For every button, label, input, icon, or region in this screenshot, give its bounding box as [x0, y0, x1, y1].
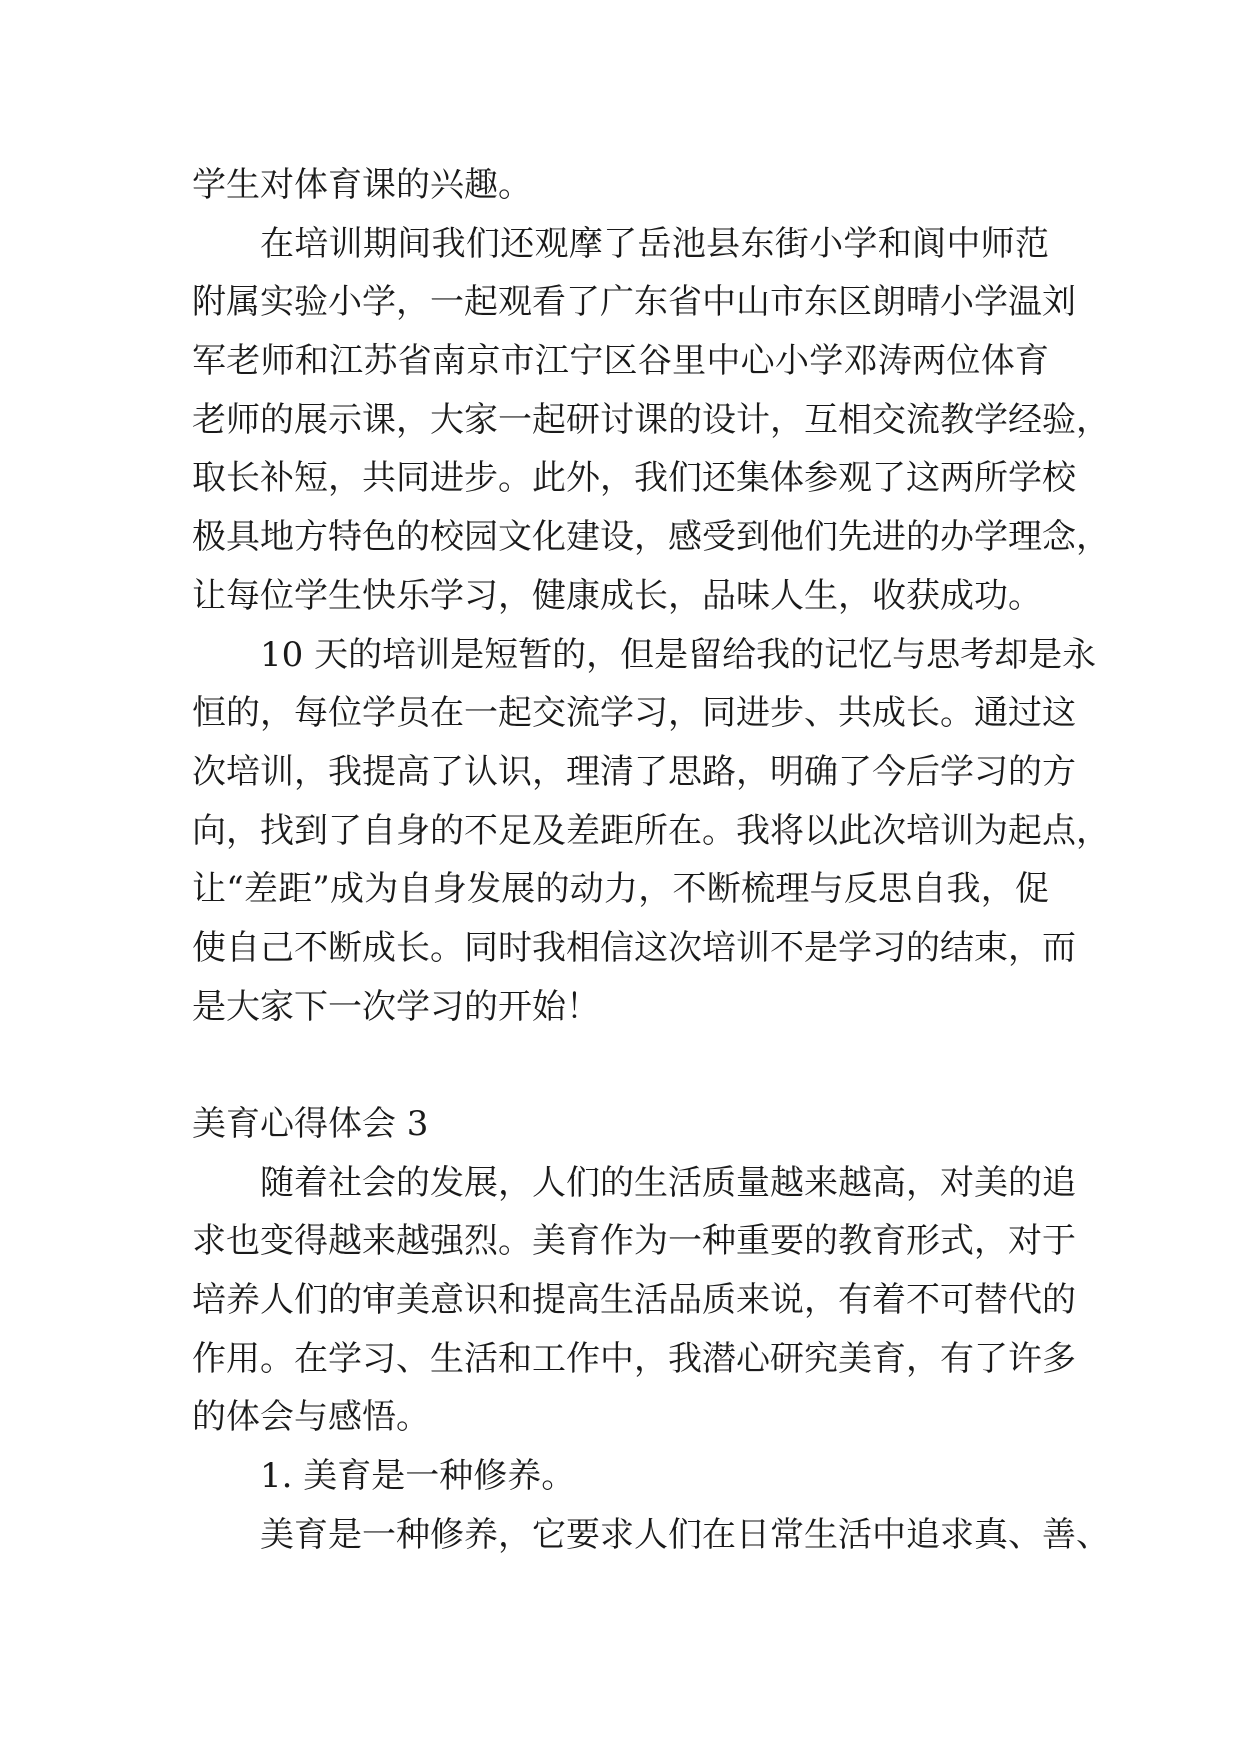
- text-line: 次培训，我提高了认识，理清了思路，明确了今后学习的方: [192, 751, 1076, 792]
- document-body: [192, 156, 1110, 1565]
- text-line: 求也变得越来越强烈。美育作为一种重要的教育形式，对于: [192, 1221, 1076, 1262]
- text-line: 让每位学生快乐学习，健康成长，品味人生，收获成功。: [192, 575, 1042, 616]
- text-line: 军老师和江苏省南京市江宁区谷里中心小学邓涛两位体育: [192, 341, 1049, 382]
- section-heading: 美育心得体会 3: [192, 1104, 429, 1144]
- text-line: 作用。在学习、生活和工作中，我潜心研究美育，有了许多: [192, 1338, 1076, 1379]
- paragraph: [192, 156, 1049, 215]
- text-line: 是大家下一次学习的开始！: [192, 986, 600, 1027]
- text-line: 附属实验小学，一起观看了广东省中山市东区朗晴小学温刘: [192, 282, 1076, 323]
- text-line: 恒的，每位学员在一起交流学习，同进步、共成长。通过这: [192, 693, 1076, 734]
- paragraph: [192, 1447, 1049, 1506]
- spacer: [192, 1036, 1049, 1095]
- text-line: 向，找到了自身的不足及差距所在。我将以此次培训为起点，: [192, 810, 1110, 851]
- text-line: 美育是一种修养，它要求人们在日常生活中追求真、善、: [260, 1514, 1110, 1555]
- text-line: 使自己不断成长。同时我相信这次培训不是学习的结束，而: [192, 927, 1076, 968]
- text-line: 取长补短，共同进步。此外，我们还集体参观了这两所学校: [192, 458, 1076, 499]
- text-line: 随着社会的发展，人们的生活质量越来越高，对美的追: [260, 1162, 1076, 1203]
- text-line: 让“差距”成为自身发展的动力，不断梳理与反思自我，促: [192, 869, 1049, 910]
- paragraph: [192, 215, 1110, 626]
- text-line: 培养人们的审美意识和提高生活品质来说，有着不可替代的: [192, 1280, 1076, 1321]
- paragraph: [192, 1506, 1110, 1565]
- text-line: 的体会与感悟。: [192, 1397, 430, 1438]
- list-item: 1. 美育是一种修养。: [260, 1456, 576, 1497]
- paragraph: [192, 626, 1110, 1037]
- paragraph: [192, 1154, 1076, 1447]
- text-line: 在培训期间我们还观摩了岳池县东街小学和阆中师范: [260, 223, 1049, 264]
- text-line: 10 天的培训是短暂的，但是留给我的记忆与思考却是永: [260, 634, 1097, 675]
- text-line: 老师的展示课，大家一起研讨课的设计，互相交流教学经验，: [192, 399, 1110, 440]
- text-line: 学生对体育课的兴趣。: [192, 165, 532, 205]
- text-line: 极具地方特色的校园文化建设，感受到他们先进的办学理念，: [192, 517, 1110, 558]
